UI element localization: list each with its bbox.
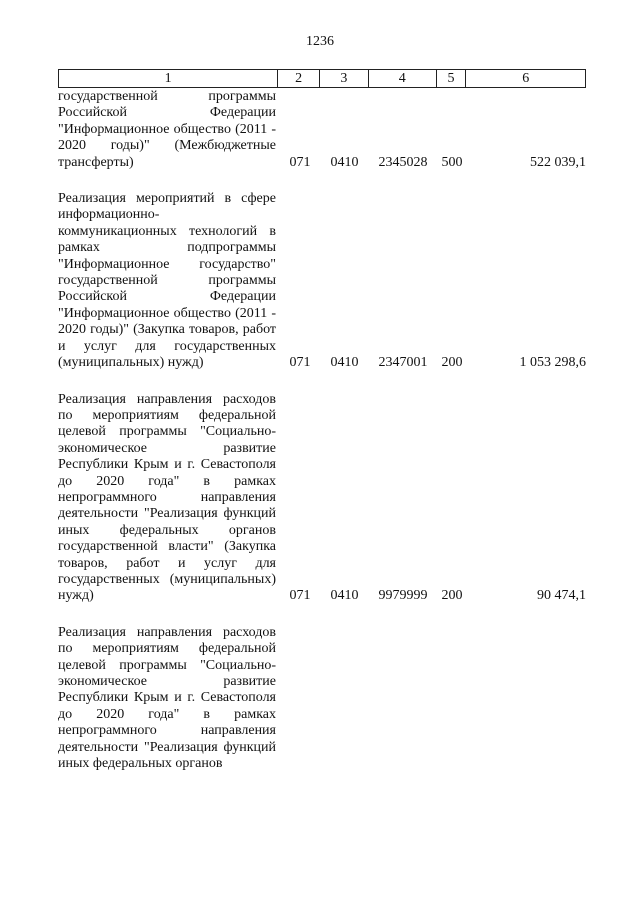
row-code-section: 0410 xyxy=(330,588,359,604)
table-row xyxy=(58,625,586,773)
row-code-ministry: 071 xyxy=(289,588,311,604)
header-col-2: 2 xyxy=(278,70,320,87)
row-description: Реализация направления расходов по мероприятиям федеральной целевой программы "Социально-экономическое развитие Республики Крым и г. Севастополя до 2020 года" в рамках непрограммного направления деятельности "Реализация функций иных федеральных органов государственной власти" (Закупка товаров, работ и услуг для государственных (муниципальных) нужд) xyxy=(58,391,276,604)
header-col-5: 5 xyxy=(437,70,467,87)
table-header xyxy=(58,69,586,88)
header-col-1: 1 xyxy=(59,70,278,87)
table-row xyxy=(58,89,586,171)
page-number: 1236 xyxy=(306,34,334,49)
header-col-3: 3 xyxy=(320,70,369,87)
table-body xyxy=(58,89,586,792)
row-amount: 522 039,1 xyxy=(530,154,586,170)
header-col-6: 6 xyxy=(522,71,530,86)
row-code-expense-type: 200 xyxy=(441,355,463,371)
row-description: Реализация направления расходов по мероприятиям федеральной целевой программы "Социально-экономическое развитие Республики Крым и г. Севастополя до 2020 года" в рамках непрограммного направления деятельности "Реализация функций иных федеральных органов xyxy=(58,624,276,772)
row-code-expense-type: 200 xyxy=(441,588,463,604)
row-code-expense-type: 500 xyxy=(441,154,463,170)
row-code-section: 0410 xyxy=(330,154,359,170)
table-row xyxy=(58,191,586,371)
row-amount: 1 053 298,6 xyxy=(519,355,586,371)
row-code-target: 2347001 xyxy=(378,355,428,371)
table-row xyxy=(58,392,586,605)
row-amount: 90 474,1 xyxy=(537,588,586,604)
row-code-target: 9979999 xyxy=(378,588,428,604)
row-description: Реализация мероприятий в сфере информационно-коммуникационных технологий в рамках подпрограммы "Информационное государство" государственной программы Российской Федерации "Информационное общество (2011 - 2020 годы)" (Закупка товаров, работ и услуг для государственных (муниципальных) нужд) xyxy=(58,191,276,371)
row-code-ministry: 071 xyxy=(289,154,311,170)
row-code-target: 2345028 xyxy=(378,154,428,170)
row-code-ministry: 071 xyxy=(289,355,311,371)
header-col-4: 4 xyxy=(369,70,437,87)
row-code-section: 0410 xyxy=(330,355,359,371)
row-description: государственной программы Российской Федерации "Информационное общество (2011 - 2020 годы)" (Межбюджетные трансферты) xyxy=(58,89,276,170)
